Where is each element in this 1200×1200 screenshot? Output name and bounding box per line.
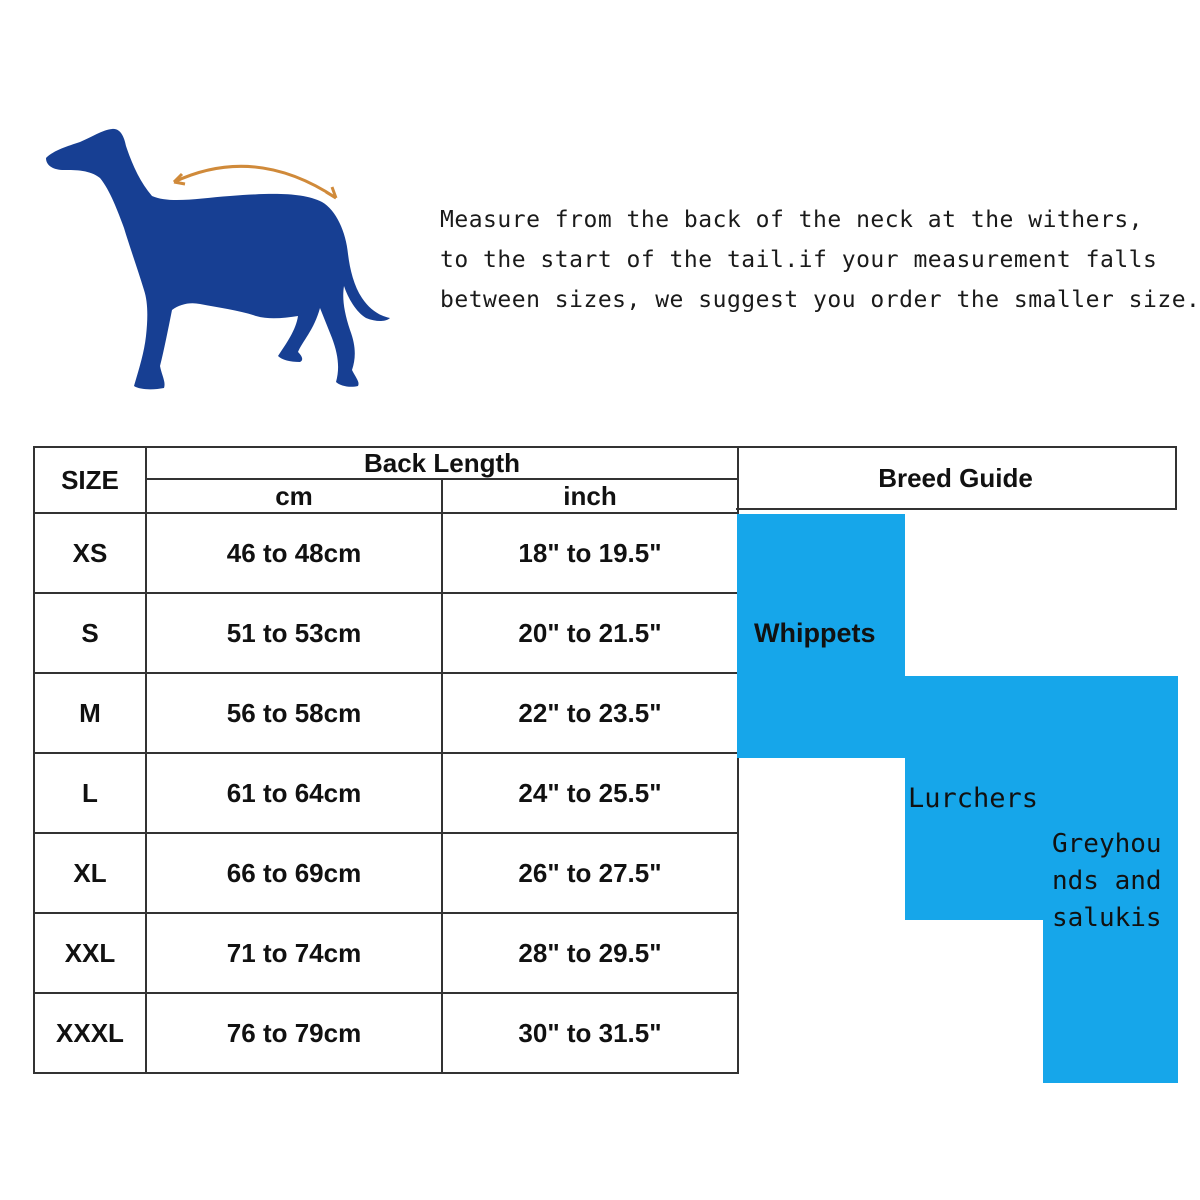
header-size: SIZE [34, 447, 146, 513]
breed-label-line: Greyhou [1052, 829, 1162, 859]
instruction-line: between sizes, we suggest you order the smaller size. [440, 287, 1200, 313]
size-cell: XXL [34, 913, 146, 993]
table-row [34, 993, 738, 1073]
breed-guide-header: Breed Guide [736, 446, 1177, 510]
size-cell: S [34, 593, 146, 673]
cm-cell: 56 to 58cm [146, 673, 442, 753]
size-cell: XS [34, 513, 146, 593]
breed-label-line: nds and [1052, 866, 1162, 896]
table-row [34, 593, 738, 673]
inch-cell: 20" to 21.5" [442, 593, 738, 673]
header-cm: cm [146, 479, 442, 513]
instruction-line: Measure from the back of the neck at the withers, [440, 207, 1144, 233]
table-row [34, 673, 738, 753]
table-row [34, 753, 738, 833]
cm-cell: 66 to 69cm [146, 833, 442, 913]
header-inch: inch [442, 479, 738, 513]
cm-cell: 76 to 79cm [146, 993, 442, 1073]
cm-cell: 71 to 74cm [146, 913, 442, 993]
measurement-instructions [440, 200, 1200, 320]
inch-cell: 30" to 31.5" [442, 993, 738, 1073]
inch-cell: 22" to 23.5" [442, 673, 738, 753]
greyhounds-block [1043, 920, 1178, 1083]
breed-label-whippets: Whippets [754, 618, 876, 648]
table-row [34, 913, 738, 993]
arrow-head-right [326, 187, 336, 198]
inch-cell: 28" to 29.5" [442, 913, 738, 993]
greyhound-silhouette-icon [40, 120, 400, 400]
inch-cell: 26" to 27.5" [442, 833, 738, 913]
inch-cell: 24" to 25.5" [442, 753, 738, 833]
size-cell: XXXL [34, 993, 146, 1073]
size-cell: L [34, 753, 146, 833]
size-chart-table [33, 446, 739, 1074]
header-back-length: Back Length [146, 447, 738, 479]
table-row [34, 833, 738, 913]
breed-label-greyhounds [1052, 826, 1182, 937]
instruction-line: to the start of the tail.if your measurement falls [440, 247, 1158, 273]
cm-cell: 46 to 48cm [146, 513, 442, 593]
breed-label-lurchers: Lurchers [908, 783, 1039, 814]
inch-cell: 18" to 19.5" [442, 513, 738, 593]
measurement-arrow [174, 166, 336, 198]
breed-label-line: salukis [1052, 903, 1162, 933]
cm-cell: 61 to 64cm [146, 753, 442, 833]
table-row [34, 513, 738, 593]
size-cell: M [34, 673, 146, 753]
cm-cell: 51 to 53cm [146, 593, 442, 673]
size-cell: XL [34, 833, 146, 913]
